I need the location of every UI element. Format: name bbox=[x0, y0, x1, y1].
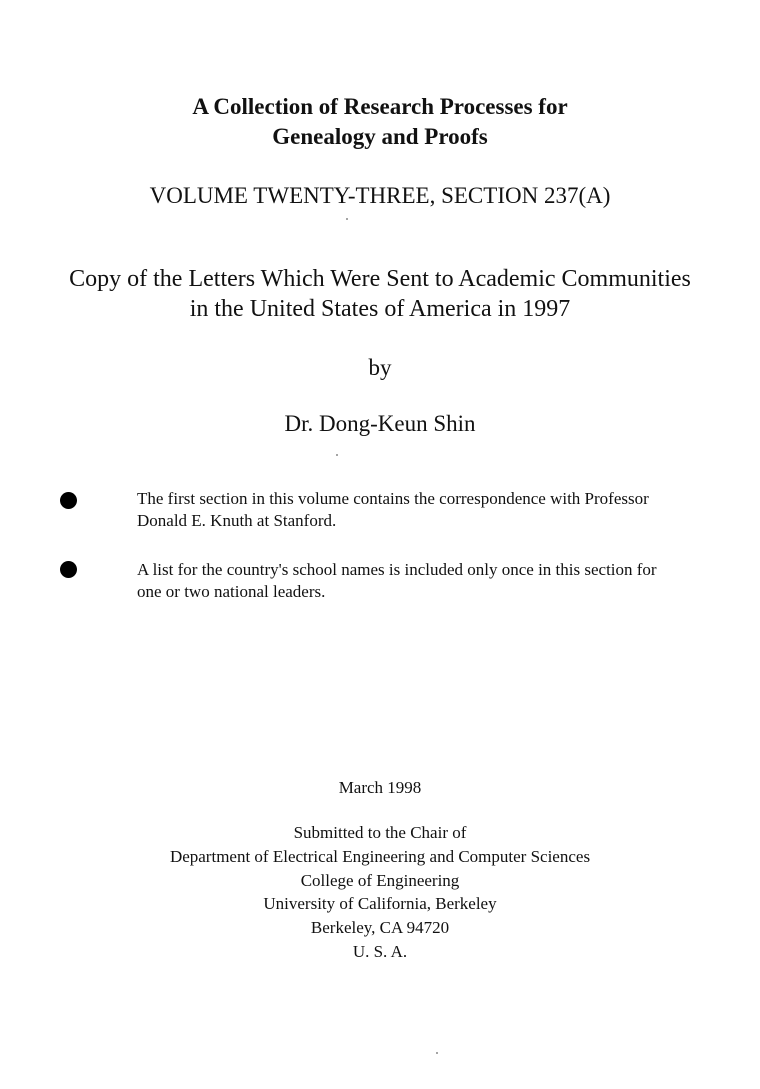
subject-line-1: Copy of the Letters Which Were Sent to Academic Communities bbox=[69, 266, 691, 292]
title-line-1: A Collection of Research Processes for bbox=[192, 94, 568, 119]
submission-line-6: U. S. A. bbox=[352, 942, 408, 961]
bullet-dot-icon bbox=[60, 492, 77, 509]
scan-speck bbox=[336, 454, 338, 456]
scan-speck bbox=[436, 1052, 438, 1054]
bullet-1-line-1: The first section in this volume contains the correspondence with Professor bbox=[137, 489, 649, 508]
submission-line-1: Submitted to the Chair of bbox=[293, 823, 467, 842]
bullet-2-line-1: A list for the country's school names is included only once in this section for bbox=[137, 560, 657, 579]
submission-line-3: College of Engineering bbox=[300, 871, 460, 890]
subject-line-2: in the United States of America in 1997 bbox=[189, 296, 571, 322]
submission-line-4: University of California, Berkeley bbox=[263, 894, 497, 913]
scan-speck bbox=[346, 218, 348, 220]
bullet-dot-icon bbox=[60, 561, 77, 578]
date-line: March 1998 bbox=[338, 778, 422, 797]
author-name: Dr. Dong-Keun Shin bbox=[284, 411, 476, 436]
volume-heading: VOLUME TWENTY-THREE, SECTION 237(A) bbox=[149, 183, 611, 208]
title-line-2: Genealogy and Proofs bbox=[272, 124, 488, 149]
bullet-2-line-2: one or two national leaders. bbox=[137, 582, 326, 601]
bullet-1-line-2: Donald E. Knuth at Stanford. bbox=[137, 511, 337, 530]
submission-line-2: Department of Electrical Engineering and Computer Sciences bbox=[169, 847, 591, 866]
submission-line-5: Berkeley, CA 94720 bbox=[310, 918, 450, 937]
by-label: by bbox=[368, 355, 392, 380]
